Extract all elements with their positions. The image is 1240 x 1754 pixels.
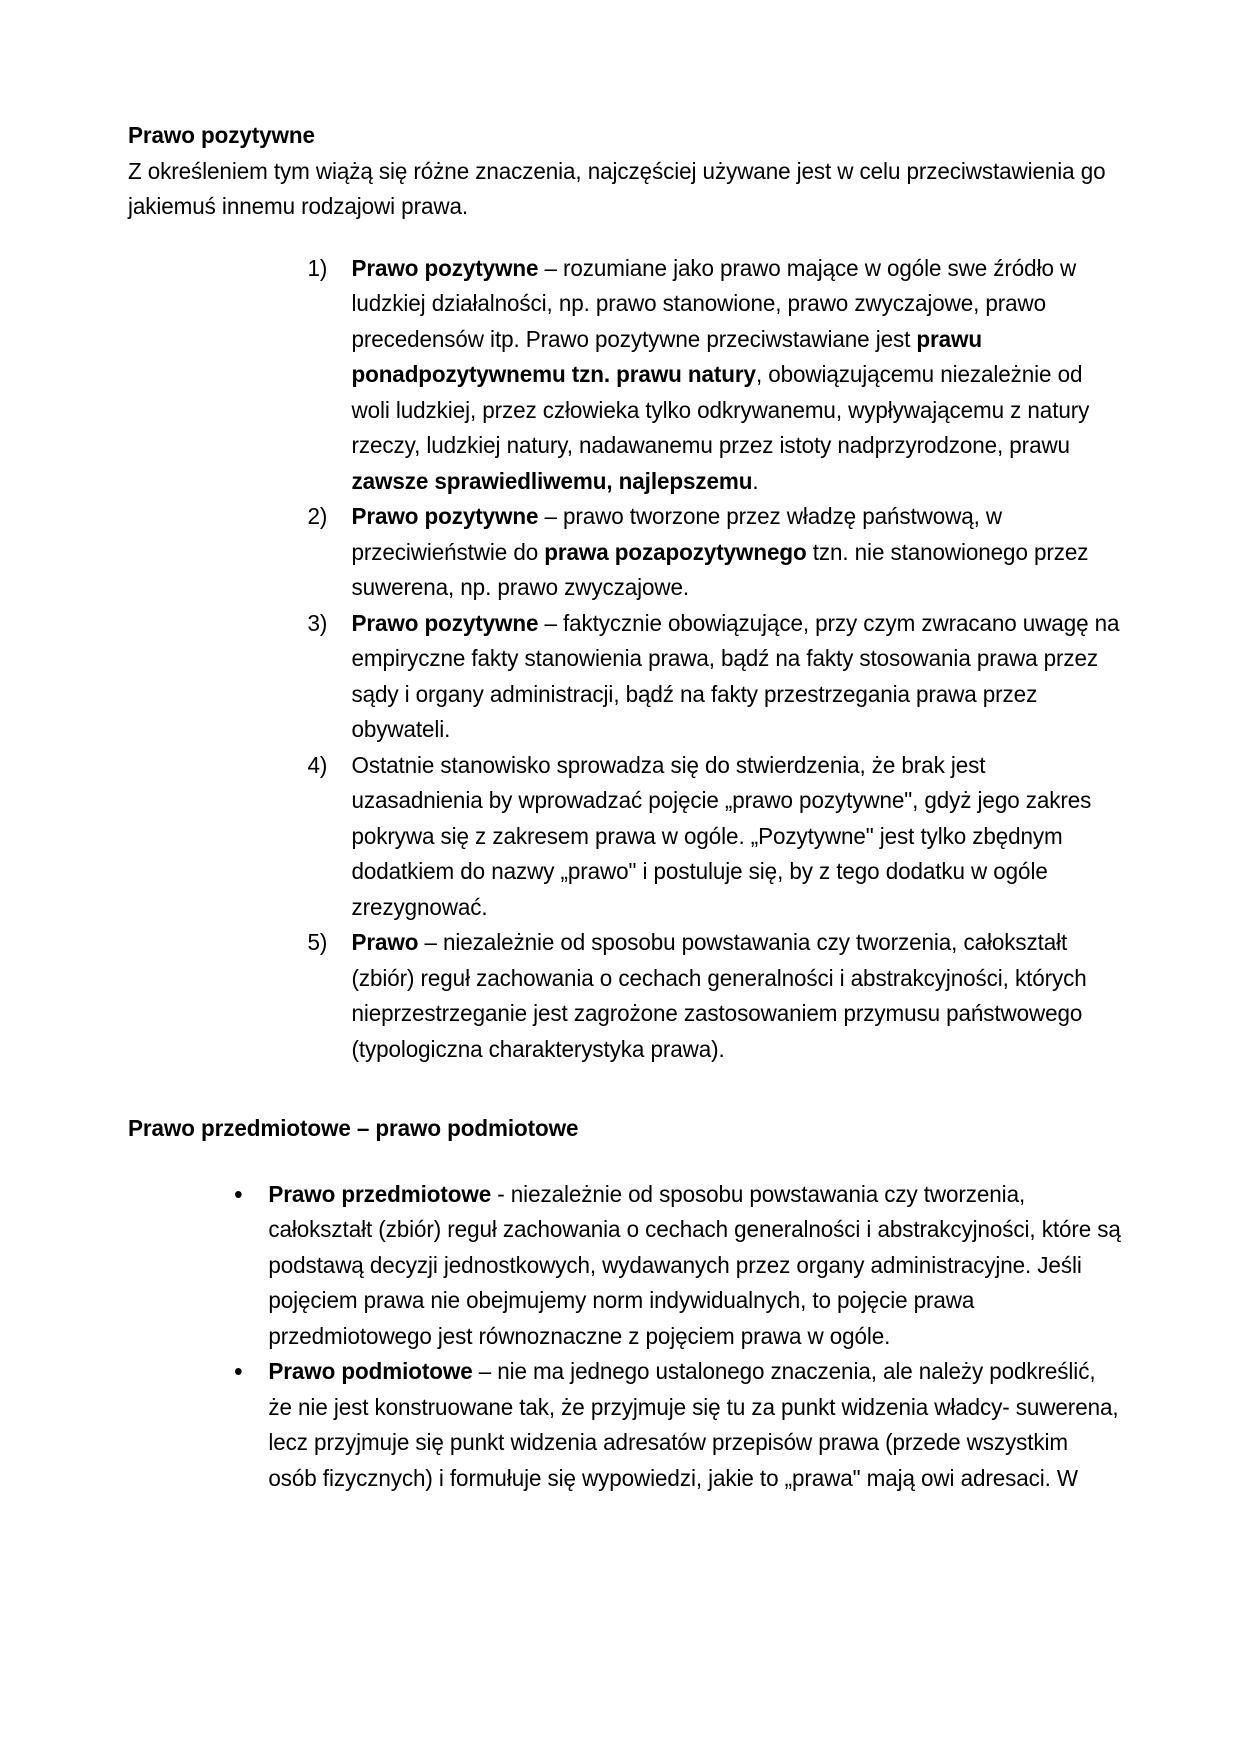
bullet-item-text: – nie ma jednego ustalonego znaczenia, ale należy podkreślić, że nie jest konstruowane tak, że przyjmuje się tu za punkt widzenia władcy- suwerena, lecz przyjmuje się punkt widzenia adresatów przepisów prawa (przede wszystkim osób fizycznych) i formułuje się wypowiedzi, jakie to „prawa" mają owi adresaci. W — [268, 1358, 1119, 1491]
bulleted-list — [228, 1177, 1121, 1497]
list-item-lead: Prawo pozytywne — [351, 503, 539, 529]
numbered-list — [308, 251, 1122, 1068]
list-item — [228, 1354, 1121, 1496]
list-item — [228, 1177, 1121, 1355]
list-item — [308, 251, 1122, 500]
list-item-text-1: – rozumiane jako prawo mające w ogóle swe źródło w ludzkiej działalności, np. prawo stanowione, prawo zwyczajowe, prawo precedensów itp. Prawo pozytywne przeciwstawiane jest — [351, 254, 1077, 352]
list-item-text-1: – niezależnie od sposobu powstawania czy tworzenia, całokształt (zbiór) reguł zachowania o cechach generalności i abstrakcyjności, których nieprzestrzeganie jest zagrożone zastosowaniem przymusu państwowego (typologiczna charakterystyka prawa). — [351, 929, 1087, 1062]
document-body — [128, 118, 1121, 1496]
bullet-item-text: - niezależnie od sposobu powstawania czy tworzenia, całokształt (zbiór) reguł zachowania o cechach generalności i abstrakcyjności, które są podstawą decyzji jednostkowych, wydawanych przez organy administracyjne. Jeśli pojęciem prawa nie obejmujemy norm indywidualnych, to pojęcie prawa przedmiotowego jest równoznaczne z pojęciem prawa w ogóle. — [268, 1180, 1121, 1349]
intro-paragraph — [128, 154, 1121, 225]
list-item-text-2: tzn. nie stanowionego przez suwerena, np. prawo zwyczajowe. — [351, 538, 1089, 600]
list-item — [308, 606, 1122, 748]
list-marker: 2) — [307, 503, 328, 529]
bullet-item-lead: Prawo podmiotowe — [268, 1358, 473, 1384]
list-item-text-1: Ostatnie stanowisko sprowadza się do stwierdzenia, że brak jest uzasadnienia by wprowadzać pojęcie „prawo pozytywne", gdyż jego zakres pokrywa się z zakresem prawa w ogóle. „Pozytywne" jest tylko zbędnym dodatkiem do nazwy „prawo" i postuluje się, by z tego dodatku w ogóle zrezygnować. — [351, 751, 1092, 920]
list-item-text-1: – faktycznie obowiązujące, przy czym zwracano uwagę na empiryczne fakty stanowienia prawa, bądź na fakty stosowania prawa przez sądy i organy administracji, bądź na fakty przestrzegania prawa przez obywateli. — [351, 609, 1120, 742]
list-item-lead: Prawo pozytywne — [351, 254, 539, 281]
list-item-bold-1: prawu ponadpozytywnemu tzn. prawu natury — [351, 325, 983, 387]
bulleted-list-container — [228, 1177, 1121, 1497]
section-heading: Prawo przedmiotowe – prawo podmiotowe — [128, 1115, 579, 1141]
list-item-bold-2: zawsze sprawiedliwemu, najlepszemu — [351, 467, 753, 494]
list-item — [308, 925, 1122, 1067]
list-item-text-3: . — [752, 467, 759, 494]
list-marker: 5) — [307, 929, 328, 955]
list-item-lead: Prawo — [351, 929, 419, 955]
list-marker: 1) — [307, 254, 328, 281]
intro-text: Z określeniem tym wiążą się różne znaczenia, najczęściej używane jest w celu przeciwstawienia go jakiemuś innemu rodzajowi prawa. — [128, 157, 1106, 219]
list-item — [308, 499, 1122, 606]
list-item-lead: Prawo pozytywne — [351, 609, 539, 636]
list-marker: 4) — [307, 751, 328, 778]
list-marker: 3) — [307, 609, 328, 636]
bullet-icon: • — [234, 1178, 243, 1209]
bullet-item-lead: Prawo przedmiotowe — [268, 1180, 492, 1207]
list-item-bold-1: prawa pozapozytywnego — [544, 538, 807, 565]
list-item-text-1: – prawo tworzone przez władzę państwową, w przeciwieństwie do — [351, 503, 1003, 565]
bullet-icon: • — [234, 1356, 243, 1386]
list-item-text-2: , obowiązującemu niezależnie od woli ludzkiej, przez człowieka tylko odkrywanemu, wypływającemu z natury rzeczy, ludzkiej natury, nadawanemu przez istoty nadprzyrodzone, prawu — [351, 361, 1090, 458]
numbered-list-container — [308, 251, 1122, 1068]
list-item — [308, 748, 1122, 926]
page-title: Prawo pozytywne — [128, 122, 315, 148]
